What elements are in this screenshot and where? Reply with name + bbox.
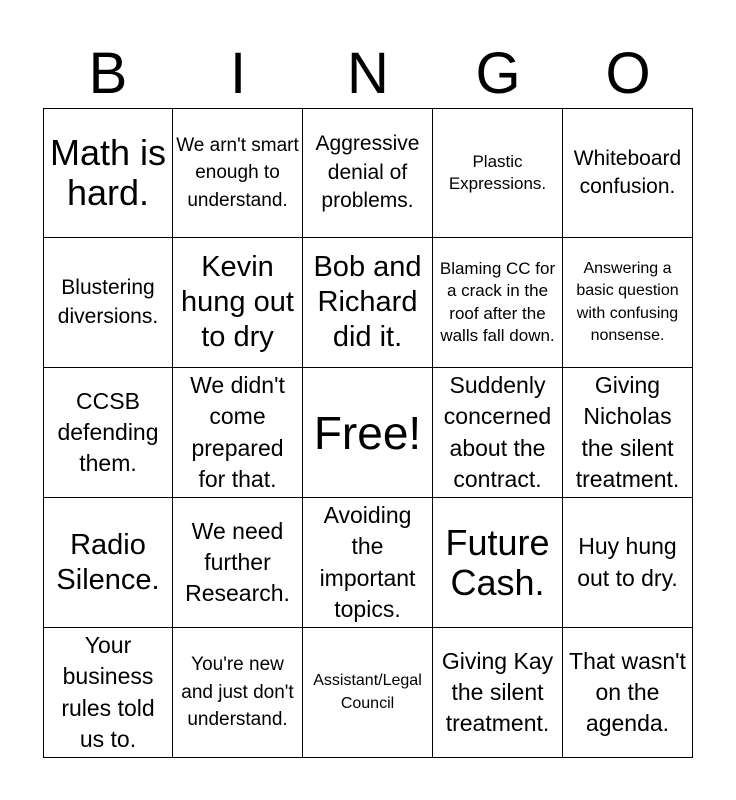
bingo-cell-i5[interactable] xyxy=(173,628,303,758)
bingo-cell-text: Giving Kay the silent treatment. xyxy=(441,647,554,737)
bingo-cell-b4[interactable] xyxy=(43,498,173,628)
header-letter-b: B xyxy=(88,41,128,106)
bingo-header xyxy=(43,40,693,108)
bingo-cell-o3[interactable] xyxy=(563,368,693,498)
bingo-cell-text: Assistant/Legal Council xyxy=(313,672,422,712)
bingo-cell-g2[interactable] xyxy=(433,238,563,368)
bingo-cell-text: Giving Nicholas the silent treatment. xyxy=(575,372,680,492)
bingo-cell-text: Avoiding the important topics. xyxy=(319,502,416,622)
bingo-cell-o4[interactable] xyxy=(563,498,693,628)
bingo-cell-text: Suddenly concerned about the contract. xyxy=(443,372,552,492)
bingo-cell-text: Future Cash. xyxy=(445,521,550,603)
bingo-cell-text: Blaming CC for a crack in the roof after the walls fall down. xyxy=(439,259,556,345)
bingo-cell-o5[interactable] xyxy=(563,628,693,758)
bingo-cell-text: We need further Research. xyxy=(185,517,290,607)
bingo-cell-b3[interactable] xyxy=(43,368,173,498)
bingo-cell-n4[interactable] xyxy=(303,498,433,628)
bingo-cell-g5[interactable] xyxy=(433,628,563,758)
bingo-cell-text: CCSB defending them. xyxy=(57,387,159,477)
bingo-cell-text: Answering a basic question with confusing nonsense. xyxy=(576,259,679,344)
bingo-cell-n1[interactable] xyxy=(303,108,433,238)
bingo-cell-text: Blustering diversions. xyxy=(57,276,159,328)
header-letter-o: O xyxy=(605,41,651,106)
bingo-cell-text: Radio Silence. xyxy=(56,528,160,596)
header-letter-g: G xyxy=(475,41,521,106)
bingo-cell-text: You're new and just don't understand. xyxy=(181,654,294,731)
bingo-cell-b1[interactable] xyxy=(43,108,173,238)
bingo-cell-b2[interactable] xyxy=(43,238,173,368)
bingo-board xyxy=(43,108,693,758)
bingo-cell-i2[interactable] xyxy=(173,238,303,368)
header-letter-i: I xyxy=(229,41,247,106)
bingo-cell-n5[interactable] xyxy=(303,628,433,758)
bingo-cell-text: Free! xyxy=(313,406,422,459)
bingo-cell-text: We arn't smart enough to understand. xyxy=(176,134,299,211)
bingo-cell-text: Math is hard. xyxy=(49,132,167,213)
bingo-cell-text: Kevin hung out to dry xyxy=(181,251,294,353)
bingo-cell-i4[interactable] xyxy=(173,498,303,628)
bingo-cell-text: Whiteboard confusion. xyxy=(573,146,682,198)
bingo-cell-o1[interactable] xyxy=(563,108,693,238)
bingo-cell-b5[interactable] xyxy=(43,628,173,758)
bingo-cell-text: We didn't come prepared for that. xyxy=(190,372,285,492)
bingo-cell-i1[interactable] xyxy=(173,108,303,238)
bingo-cell-g1[interactable] xyxy=(433,108,563,238)
bingo-cell-g4[interactable] xyxy=(433,498,563,628)
bingo-cell-text: Aggressive denial of problems. xyxy=(315,132,420,213)
bingo-cell-i3[interactable] xyxy=(173,368,303,498)
bingo-cell-text: That wasn't on the agenda. xyxy=(569,647,686,737)
bingo-cell-o2[interactable] xyxy=(563,238,693,368)
bingo-cell-n3[interactable] xyxy=(303,368,433,498)
bingo-cell-text: Bob and Richard did it. xyxy=(313,251,422,353)
bingo-cell-n2[interactable] xyxy=(303,238,433,368)
bingo-cell-text: Huy hung out to dry. xyxy=(577,533,678,591)
bingo-cell-text: Your business rules told us to. xyxy=(61,632,155,752)
bingo-cell-g3[interactable] xyxy=(433,368,563,498)
bingo-cell-text: Plastic Expressions. xyxy=(448,151,547,193)
header-letter-n: N xyxy=(347,41,389,106)
